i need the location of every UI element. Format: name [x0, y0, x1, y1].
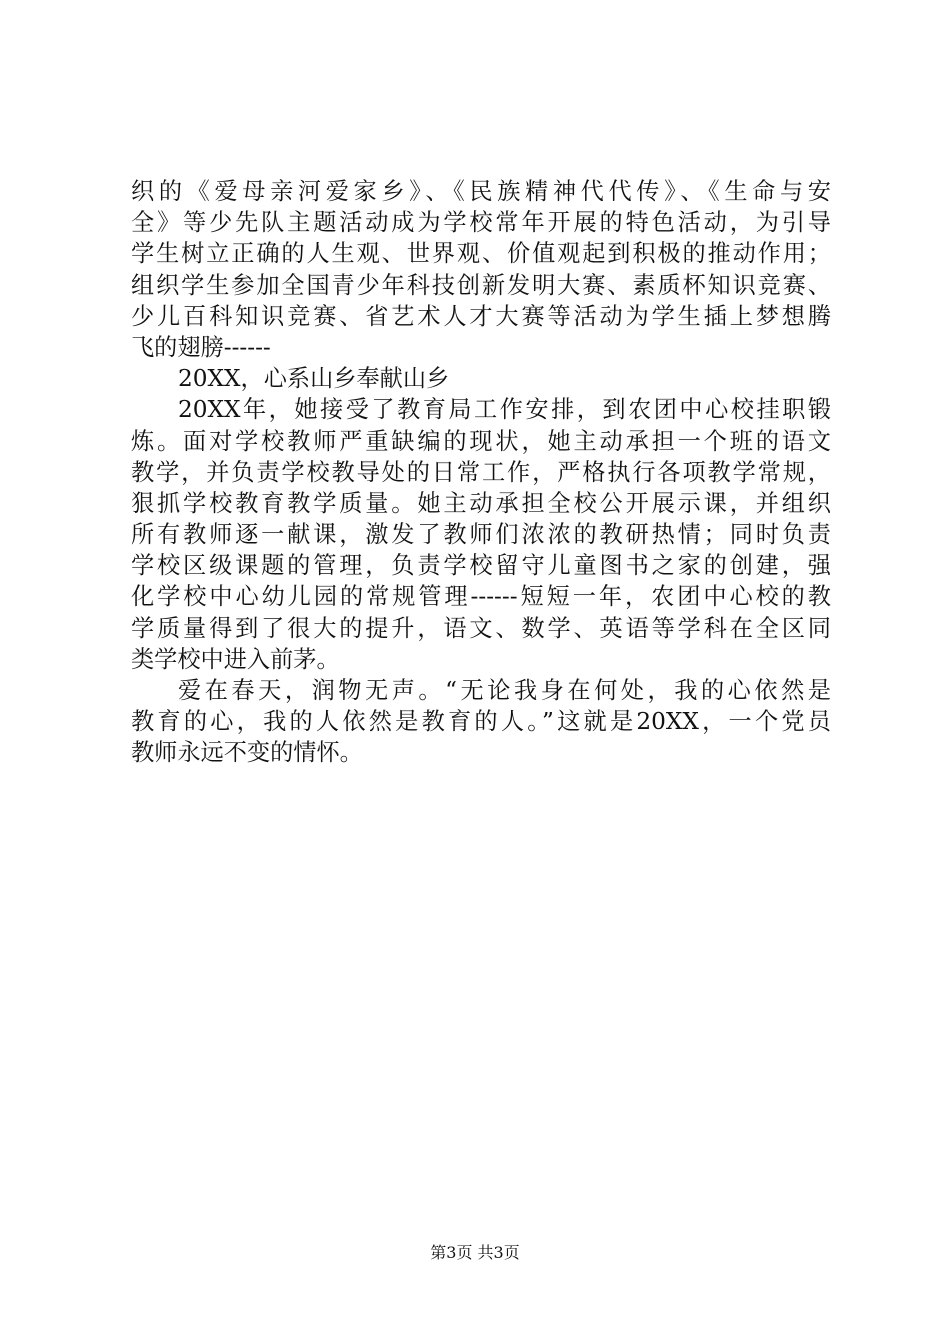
text-line: 少儿百科知识竞赛、省艺术人才大赛等活动为学生插上梦想腾: [131, 302, 831, 330]
text-line: 炼。面对学校教师严重缺编的现状，她主动承担一个班的语文: [131, 427, 831, 455]
text-line: 学生树立正确的人生观、世界观、价值观起到积极的推动作用；: [131, 240, 831, 268]
document-body: [131, 176, 831, 769]
text-line: 学质量得到了很大的提升，语文、数学、英语等学科在全区同: [131, 614, 831, 642]
text-line: 所有教师逐一献课，激发了教师们浓浓的教研热情；同时负责: [131, 521, 831, 549]
text-line: 20XX年，她接受了教育局工作安排，到农团中心校挂职锻: [178, 396, 831, 424]
text-line: 全》等少先队主题活动成为学校常年开展的特色活动，为引导: [131, 209, 831, 237]
page-number-footer: 第3页 共3页: [430, 1243, 520, 1262]
text-line: 织的《爱母亲河爱家乡》、《民族精神代代传》、《生命与安: [131, 178, 831, 205]
text-line: 狠抓学校教育教学质量。她主动承担全校公开展示课，并组织: [131, 489, 831, 517]
text-line: 学校区级课题的管理，负责学校留守儿童图书之家的创建，强: [131, 552, 831, 580]
text-line: 化学校中心幼儿园的常规管理------短短一年，农团中心校的教: [131, 583, 831, 611]
section-heading: 20XX，心系山乡奉献山乡: [178, 365, 450, 393]
text-line: 教师永远不变的情怀。: [131, 739, 363, 767]
text-line: 教育的心，我的人依然是教育的人。”这就是20XX，一个党员: [131, 708, 831, 736]
text-line: 组织学生参加全国青少年科技创新发明大赛、素质杯知识竞赛、: [131, 271, 831, 299]
text-line: 爱在春天，润物无声。“无论我身在何处，我的心依然是: [178, 677, 831, 704]
text-line: 类学校中进入前茅。: [131, 645, 340, 673]
text-line: 飞的翅膀------: [131, 333, 271, 361]
text-line: 教学，并负责学校教导处的日常工作，严格执行各项教学常规，: [131, 458, 831, 486]
